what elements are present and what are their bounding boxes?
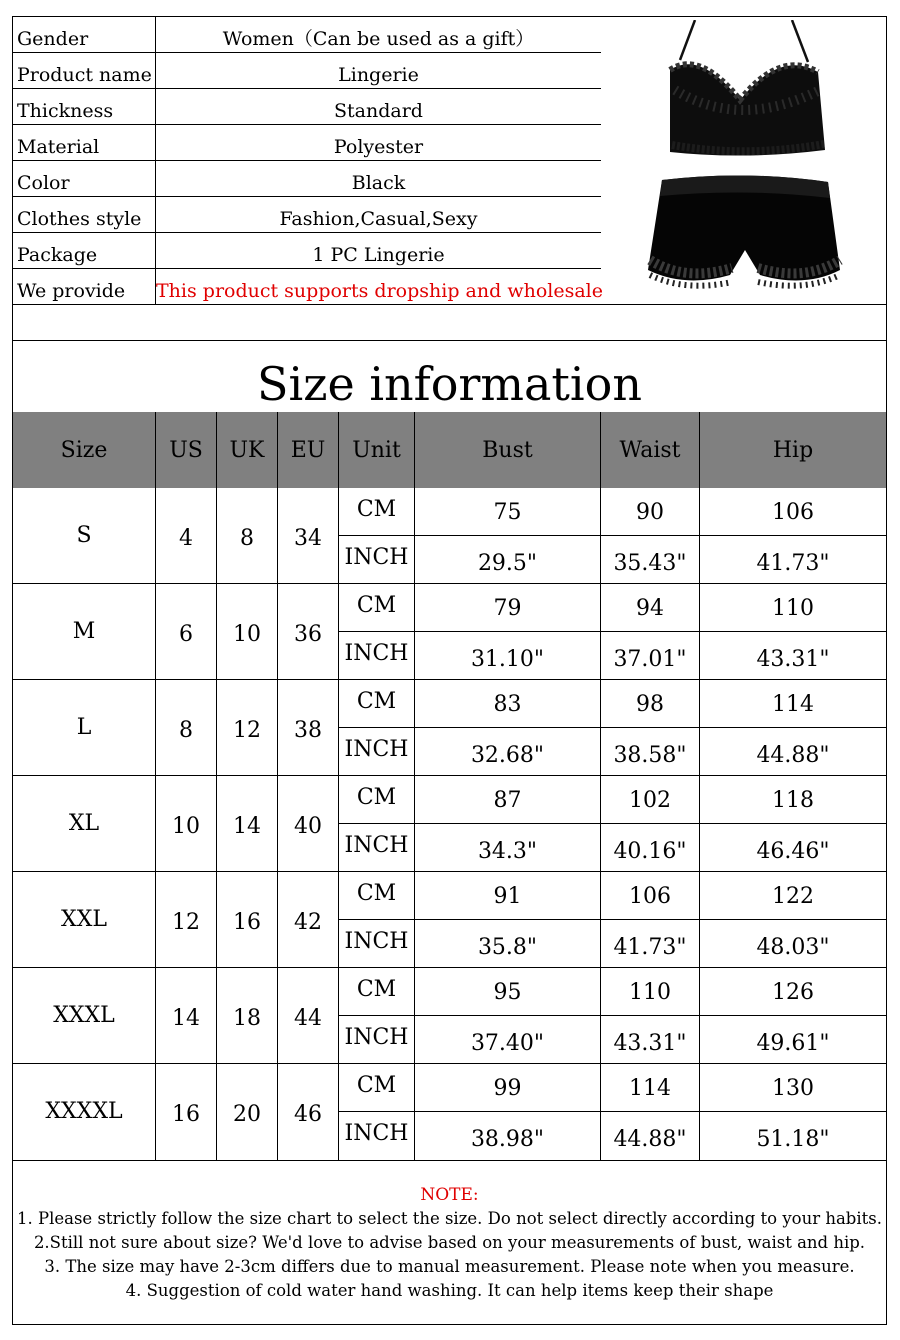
info-value: Polyester [156,125,601,161]
unit-cell: CM [339,488,415,536]
bust-cell: 95 [415,968,601,1016]
bust-cell: 91 [415,872,601,920]
product-image [640,20,850,305]
unit-cell: CM [339,680,415,728]
unit-cell: CM [339,776,415,824]
size-cell-uk: 16 [217,872,278,968]
note-title: NOTE: [420,1185,479,1205]
unit-cell: INCH [339,920,415,968]
size-cell-eu: 36 [278,584,339,680]
waist-cell: 106 [601,872,700,920]
note-line: 1. Please strictly follow the size chart to select the size. Do not select directly according to your habits. [17,1209,882,1228]
unit-cell: CM [339,968,415,1016]
header-eu: EU [278,412,339,488]
note-line: 3. The size may have 2-3cm differs due to manual measurement. Please note when you measure. [44,1257,855,1276]
info-label: Package [13,233,156,269]
info-label: Thickness [13,89,156,125]
hip-cell: 114 [700,680,886,728]
note-line: 4. Suggestion of cold water hand washing. It can help items keep their shape [125,1281,774,1300]
waist-cell: 98 [601,680,700,728]
waist-cell: 44.88" [601,1112,700,1160]
size-cell-eu: 40 [278,776,339,872]
size-cell-uk: 10 [217,584,278,680]
size-cell-size: XXXL [13,968,156,1064]
unit-cell: CM [339,584,415,632]
size-cell-us: 4 [156,488,217,584]
hip-cell: 49.61" [700,1016,886,1064]
hip-cell: 110 [700,584,886,632]
size-cell-eu: 34 [278,488,339,584]
waist-cell: 94 [601,584,700,632]
bust-cell: 83 [415,680,601,728]
size-cell-us: 6 [156,584,217,680]
size-cell-size: XXXXL [13,1064,156,1160]
bust-cell: 87 [415,776,601,824]
bust-cell: 79 [415,584,601,632]
size-cell-eu: 38 [278,680,339,776]
unit-cell: INCH [339,632,415,680]
waist-cell: 110 [601,968,700,1016]
hip-cell: 48.03" [700,920,886,968]
header-us: US [156,412,217,488]
size-cell-size: L [13,680,156,776]
info-label: Material [13,125,156,161]
waist-cell: 35.43" [601,536,700,584]
hip-cell: 43.31" [700,632,886,680]
hip-cell: 130 [700,1064,886,1112]
header-hip: Hip [700,412,886,488]
bust-cell: 34.3" [415,824,601,872]
unit-cell: INCH [339,728,415,776]
size-cell-uk: 20 [217,1064,278,1160]
size-information-title: Size information [257,357,642,411]
info-label: Clothes style [13,197,156,233]
info-value: Black [156,161,601,197]
size-cell-size: M [13,584,156,680]
divider [12,304,887,305]
info-row [13,17,601,53]
info-value: Lingerie [156,53,601,89]
waist-cell: 37.01" [601,632,700,680]
waist-cell: 43.31" [601,1016,700,1064]
hip-cell: 118 [700,776,886,824]
header-size: Size [13,412,156,488]
size-cell-size: XL [13,776,156,872]
hip-cell: 46.46" [700,824,886,872]
info-row [13,125,601,161]
hip-cell: 51.18" [756,1127,830,1152]
bust-cell: 99 [415,1064,601,1112]
hip-cell: 122 [700,872,886,920]
info-row [13,197,601,233]
bust-cell: 29.5" [415,536,601,584]
info-label: Color [13,161,156,197]
size-cell-eu: 46 [278,1064,339,1160]
note-section [12,1160,887,1303]
unit-cell: CM [339,1064,415,1112]
info-value: Standard [156,89,601,125]
hip-cell: 41.73" [700,536,886,584]
bust-cell: 35.8" [415,920,601,968]
header-bust: Bust [415,412,601,488]
bust-cell: 75 [415,488,601,536]
header-waist: Waist [601,412,700,488]
bust-cell: 32.68" [415,728,601,776]
size-cell-us: 8 [156,680,217,776]
info-label: Product name [13,53,156,89]
info-row [13,233,601,269]
info-row [13,161,601,197]
bust-cell: 37.40" [415,1016,601,1064]
size-cell-us: 12 [156,872,217,968]
size-cell-size: XXL [13,872,156,968]
size-cell-size: S [13,488,156,584]
note-line: 2.Still not sure about size? We'd love to advise based on your measurements of bust, waist and hip. [33,1233,866,1252]
unit-cell: INCH [339,1016,415,1064]
header-unit: Unit [339,412,415,488]
bust-cell: 38.98" [415,1112,601,1160]
info-label: Gender [13,17,156,53]
hip-cell: 106 [700,488,886,536]
size-cell-eu: 42 [278,872,339,968]
info-row [13,53,601,89]
waist-cell: 40.16" [601,824,700,872]
waist-cell: 41.73" [601,920,700,968]
size-cell-us: 14 [156,968,217,1064]
size-cell-uk: 12 [217,680,278,776]
header-uk: UK [217,412,278,488]
info-value: Fashion,Casual,Sexy [156,197,601,233]
unit-cell: INCH [339,824,415,872]
waist-cell: 38.58" [601,728,700,776]
info-row [13,89,601,125]
size-cell-eu: 44 [278,968,339,1064]
size-cell-uk: 8 [217,488,278,584]
size-cell-us: 16 [156,1064,217,1160]
hip-cell: 126 [700,968,886,1016]
info-label: We provide [13,269,156,305]
waist-cell: 102 [601,776,700,824]
bust-cell: 31.10" [415,632,601,680]
info-value: Women（Can be used as a gift） [156,17,601,53]
waist-cell: 90 [601,488,700,536]
info-value: This product supports dropship and wholesale [156,280,603,302]
unit-cell: INCH [339,1112,415,1160]
unit-cell: CM [339,872,415,920]
hip-cell: 44.88" [700,728,886,776]
size-cell-uk: 14 [217,776,278,872]
info-row [13,269,601,305]
size-cell-uk: 18 [217,968,278,1064]
waist-cell: 114 [601,1064,700,1112]
info-value: 1 PC Lingerie [156,233,601,269]
unit-cell: INCH [339,536,415,584]
size-cell-us: 10 [156,776,217,872]
